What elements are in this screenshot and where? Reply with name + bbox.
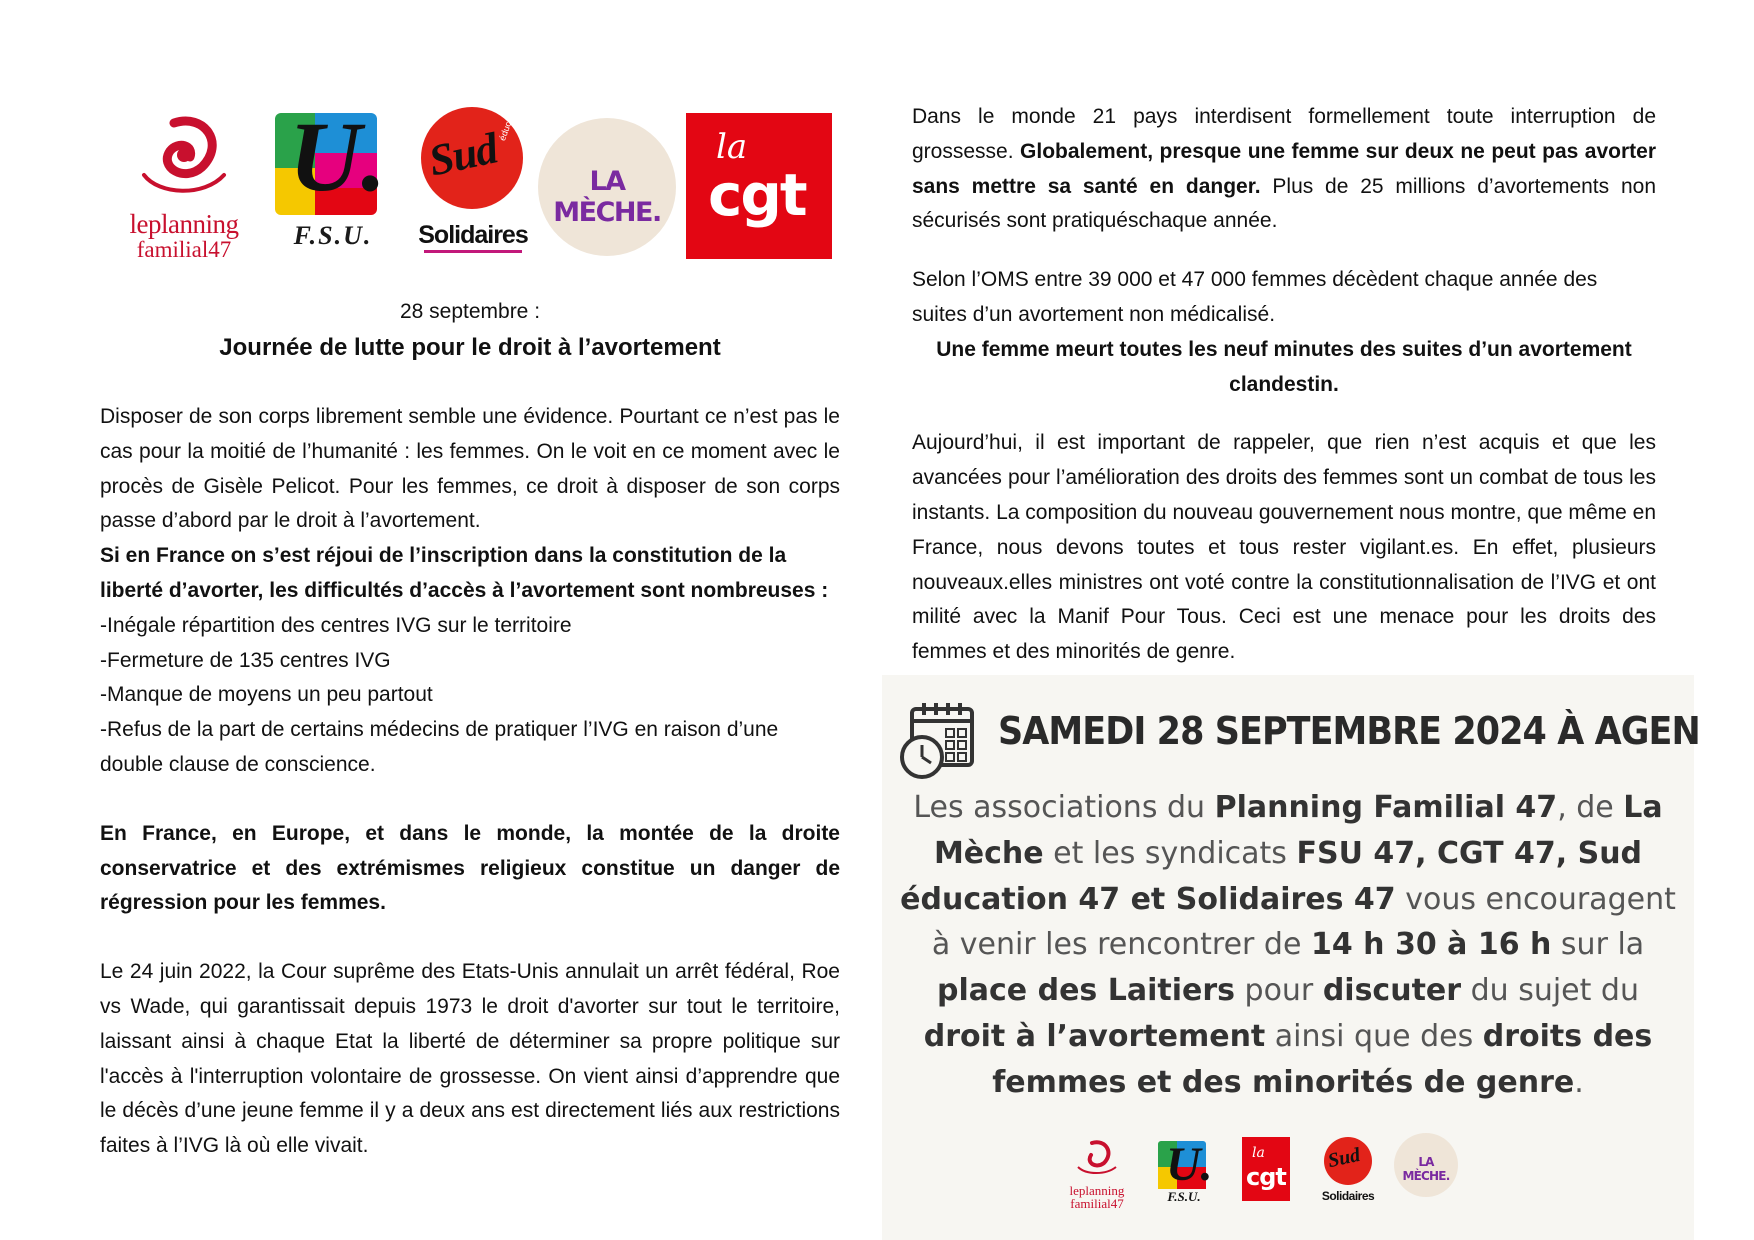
right-column [912,100,1656,670]
solidaires-text: Solidaires [418,221,528,249]
event-title: SAMEDI 28 SEPTEMBRE 2024 À AGEN [998,709,1700,753]
mini-fsu-u: U. [1166,1138,1213,1191]
date-line: 28 septembre : [399,300,541,323]
event-text: , de [1557,790,1624,825]
cgt-text: cgt [708,161,806,229]
fsu-logo [275,101,387,253]
event-description [892,785,1684,1106]
cgt-logo [686,113,832,259]
event-text-bold: Planning Familial 47 [1214,790,1558,825]
event-text: du sujet du [1461,973,1639,1009]
list-item: -Inégale répartition des centres IVG sur le territoire [100,613,572,637]
mini-planning-line2: familial47 [1070,1196,1124,1211]
world-text-a: Dans le monde 21 pays interdisent formellement toute interruption de grossesse. [912,105,1656,163]
mini-planning-logo [1062,1139,1132,1209]
paragraph-intro-bold: Si en France on s’est réjoui de l’inscription dans la constitution de la liberté d’avorter, les difficultés d’accès à l’avortement sont nombreuses : [100,544,829,602]
event-text-bold: discuter [1322,973,1462,1009]
paragraph-oms: Selon l’OMS entre 39 000 et 47 000 femmes décèdent chaque année des suites d’un avortement non médicalisé. [912,268,1598,326]
mini-planning-swirl-icon [1062,1139,1132,1179]
sud-text: Sud [424,123,502,186]
sud-small-text: éducation [497,101,520,143]
event-text-bold: droit à l’avortement [923,1018,1266,1054]
mini-fsu-square [1158,1138,1213,1191]
event-text: sur la [1551,927,1645,963]
mini-solidaires-text: Solidaires [1321,1189,1375,1203]
mini-fsu-text: F.S.U. [1167,1189,1201,1204]
event-text: ainsi que des [1265,1018,1483,1054]
mini-planning-text [1062,1184,1132,1210]
paragraph-danger: En France, en Europe, et dans le monde, la montée de la droite conservatrice et des extrémismes religieux constitue un danger de régression pour les femmes. [100,821,840,915]
cgt-la-text: la [716,127,748,167]
left-column [100,101,840,1164]
sud-circle [421,101,523,209]
paragraph-roe-wade: Le 24 juin 2022, la Cour suprême des Etats-Unis annulait un arrêt fédéral, Roe vs Wade, qui garantissait depuis 1973 le droit d'avorter sur tout le territoire, laissant ainsi à chaque Etat la liberté de déterminer sa propre politique sur l'accès à l'interruption volontaire de grossesse. On vient ainsi d’apprendre que le décès d’une jeune femme il y a deux ans est directement liés aux restrictions faites à l’IVG là où elle vivait. [100,960,840,1158]
mini-sud-logo [1318,1137,1378,1213]
calendar-clock-icon [898,701,978,781]
event-text-bold: La Mèche [933,790,1663,871]
mini-cgt-logo [1242,1137,1290,1201]
event-text-bold: FSU 47, CGT 47, Sud éducation 47 et Solidaires 47 [900,835,1643,917]
event-text: Les associations du [913,790,1215,825]
la-meche-logo [538,118,676,256]
paragraph-oms-bold: Une femme meurt toutes les neuf minutes des suites d’un avortement clandestin. [936,337,1632,396]
planning-line1: leplanning [129,209,239,239]
planning-familial-logo [104,115,254,265]
world-text-bold: Globalement, presque une femme sur deux ne peut pas avorter sans mettre sa santé en danger. [912,139,1656,198]
paragraph-today: Aujourd’hui, il est important de rappeler, que rien n’est acquis et que les avancées pour l’amélioration des droits des femmes sont un combat de tous les instants. La composition du nouveau gouvernement nous montre, que même en France, nous devons toutes et tous rester vigilant.es. En effet, plusieurs nouveaux.elles ministres ont voté contre la constitutionnalisation de l’IVG et ont milité avec la Manif Pour Tous. Ceci est une menace pour les droits des femmes et des minorités de genre. [912,431,1656,664]
event-announcement [882,675,1700,1240]
fsu-text: F.S.U. [293,221,373,250]
planning-line2: familial47 [136,237,232,262]
list-item: -Fermeture de 135 centres IVG [100,648,391,672]
mini-planning-line1: leplanning [1069,1183,1125,1198]
page-title: Journée de lutte pour le droit à l’avortement [219,334,721,361]
left-article [100,400,840,1164]
event-text-bold: droits des femmes et des minorités de genre [992,1018,1653,1100]
event-text: vous encouragent à venir les rencontrer de [931,881,1676,963]
planning-swirl-icon [104,115,264,210]
event-text: pour [1234,973,1323,1009]
world-text-c: Plus de 25 millions d’avortements non sécurisés sont pratiquéschaque année. [912,174,1656,233]
event-partner-logos [1062,1133,1522,1213]
paragraph-intro: Disposer de son corps librement semble une évidence. Pourtant ce n’est pas le cas pour la moitié de l’humanité : les femmes. On le voit en ce moment avec le procès de Gisèle Pelicot. Pour les femmes, ce droit à disposer de son corps passe d’abord par le droit à l’avortement. [100,405,840,533]
paragraph-world [912,100,1656,239]
solidaires-underline [424,250,522,253]
event-text-bold: place des Laitiers [937,973,1235,1009]
fsu-u-letter: U. [289,101,387,212]
event-text: et les syndicats [1043,835,1297,871]
event-header [890,695,1700,775]
list-item: -Refus de la part de certains médecins de pratiquer l’IVG en raison d’une double clause de conscience. [100,718,779,776]
mini-cgt-la: la [1252,1145,1265,1161]
list-item: -Manque de moyens un peu partout [100,683,433,707]
mini-sud-text: Sud [1325,1143,1363,1173]
la-meche-text: LA MÈCHE. [553,166,661,228]
mini-meche-text: LA MÈCHE. [1402,1155,1450,1183]
mini-cgt-text: cgt [1246,1163,1286,1191]
sud-solidaires-logo [418,101,528,257]
mini-meche-logo [1394,1133,1458,1197]
event-text-bold: 14 h 30 à 16 h [1310,927,1552,963]
planning-wordmark [104,211,264,263]
event-text: . [1574,1064,1584,1100]
mini-fsu-logo [1158,1138,1213,1213]
partner-logos [100,101,840,262]
mini-sud-circle [1324,1137,1372,1185]
